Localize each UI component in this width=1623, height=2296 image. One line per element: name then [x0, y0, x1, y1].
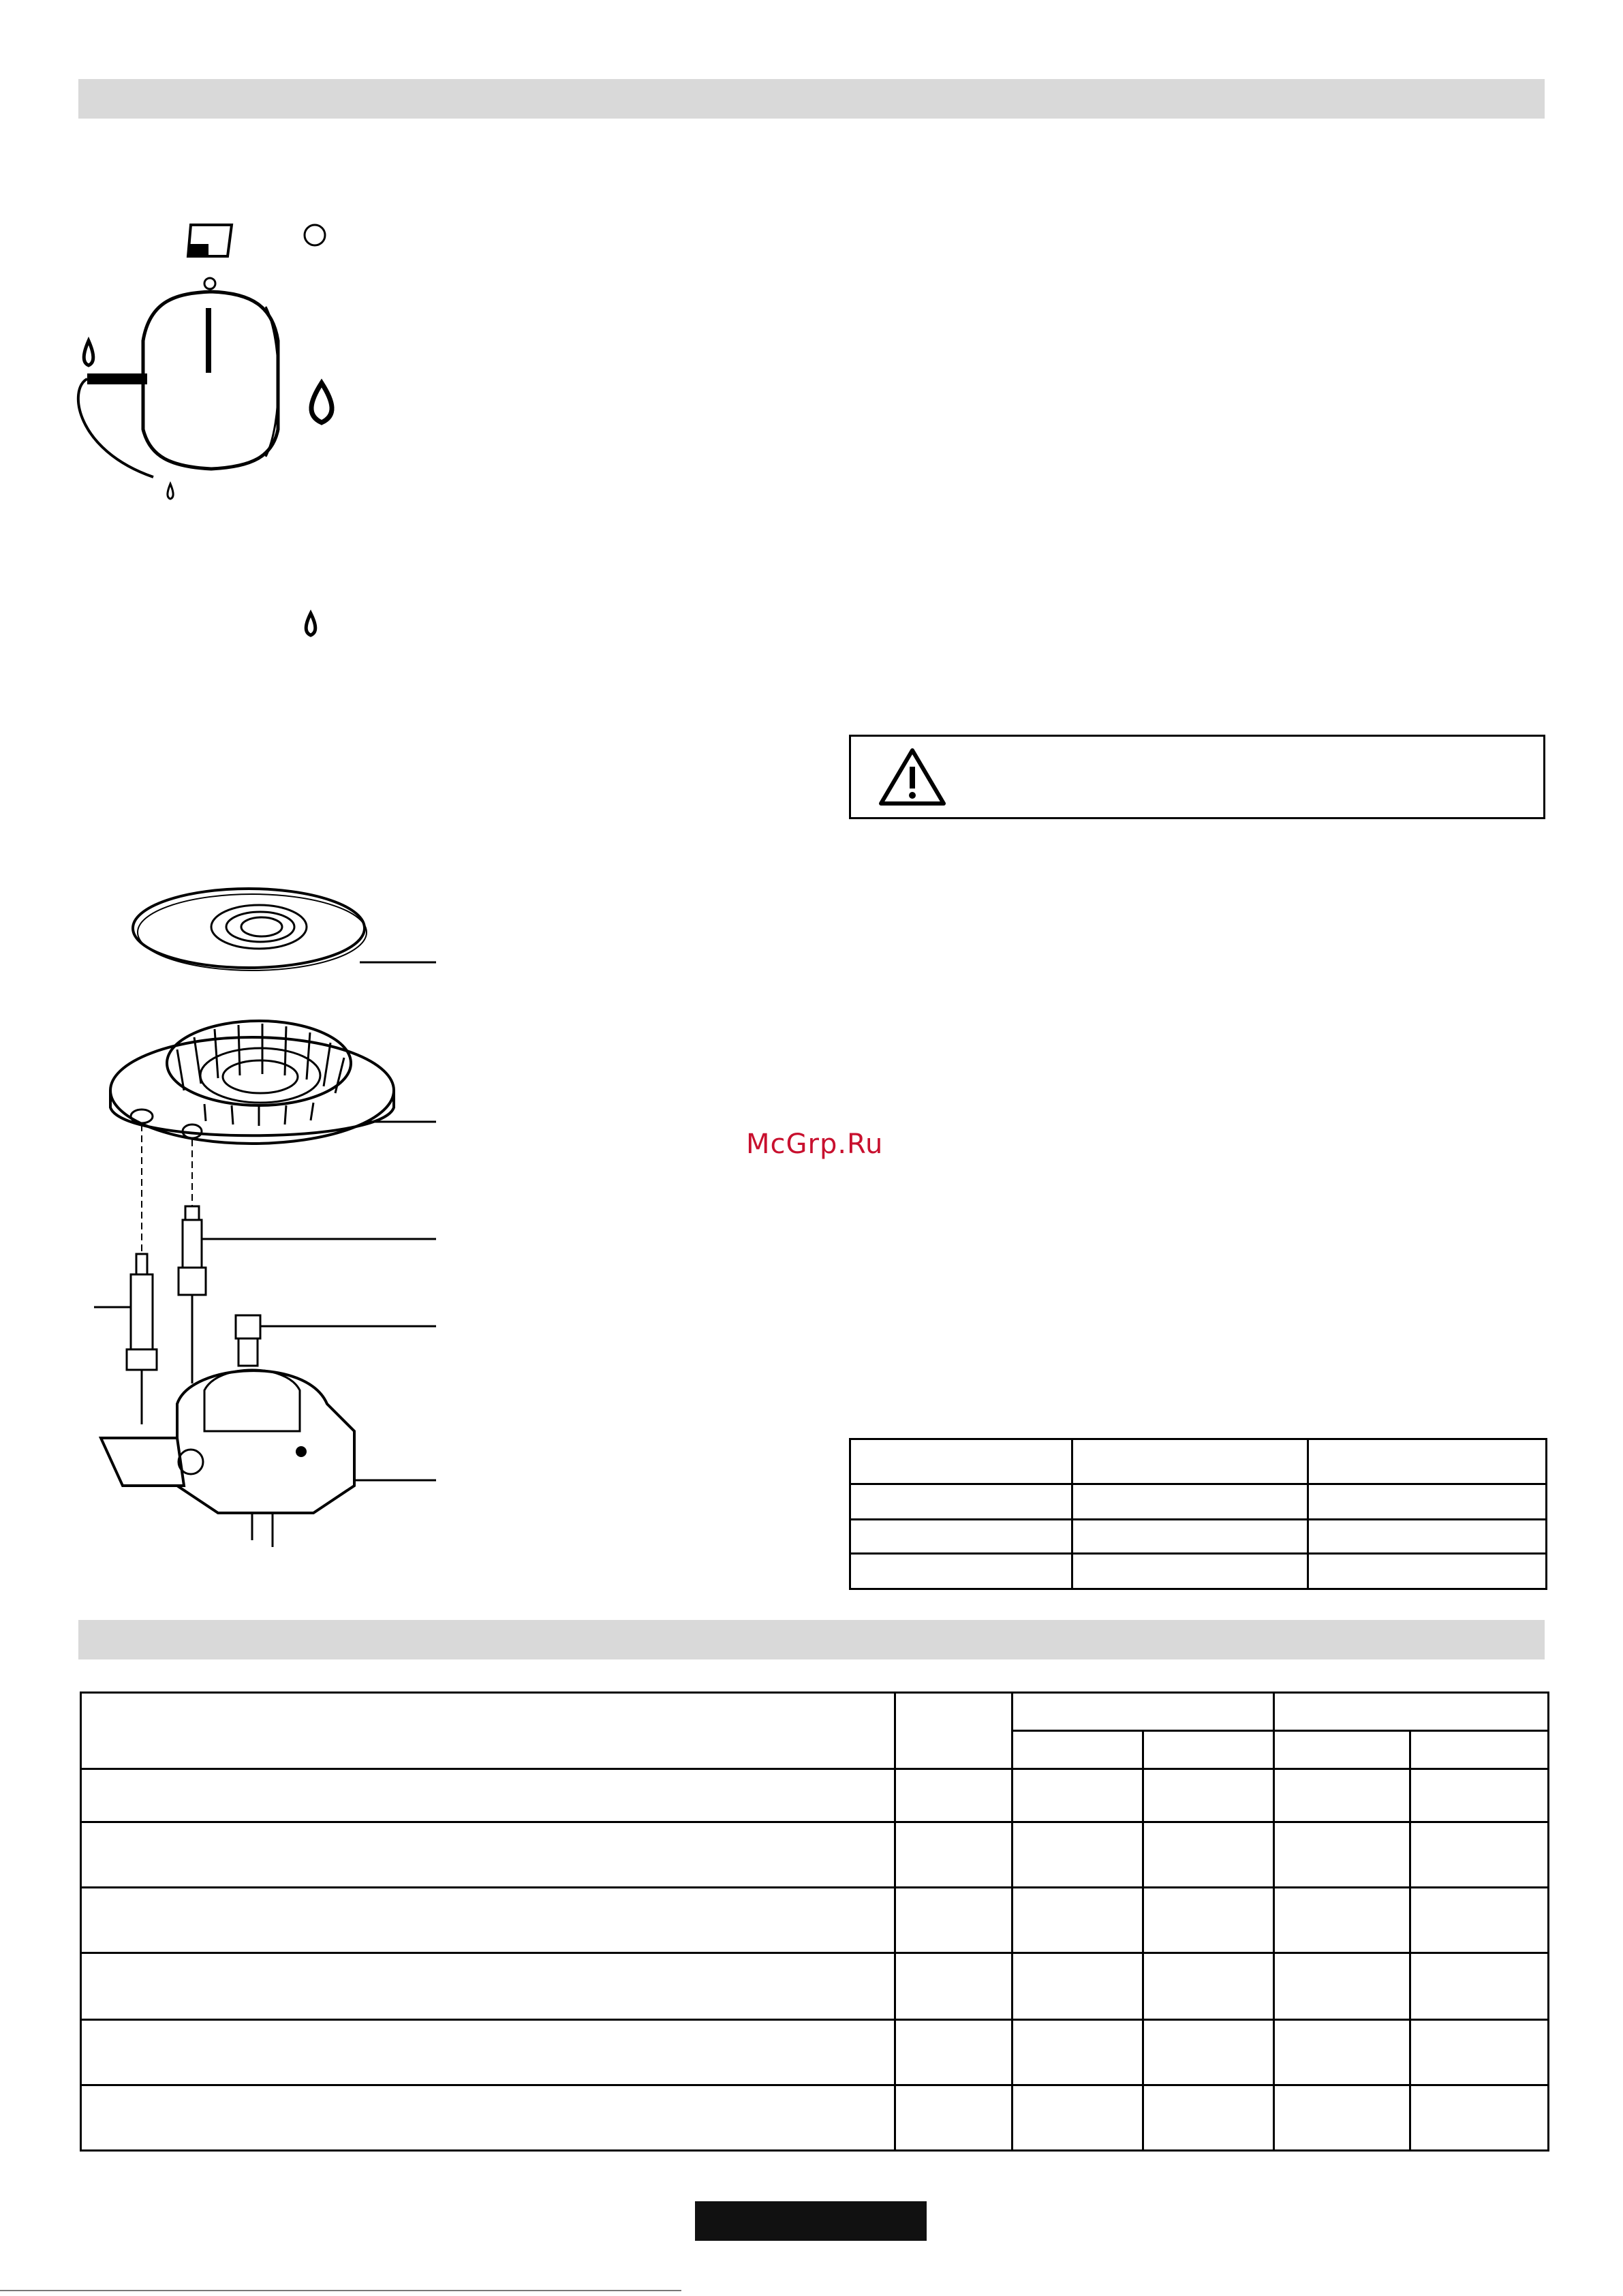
watermark-text: McGrp.Ru — [746, 1129, 884, 1160]
off-circle-icon — [305, 225, 325, 245]
top-section-bar — [78, 79, 1545, 119]
warning-triangle-icon — [878, 748, 946, 806]
small-flame-icon — [84, 341, 93, 365]
tiny-flame-icon — [168, 484, 173, 499]
grill-symbol-icon — [188, 225, 232, 256]
warning-box — [849, 735, 1545, 819]
injector — [236, 1315, 260, 1366]
burner-head — [110, 1021, 394, 1144]
table-row — [850, 1520, 1547, 1554]
ignition-electrode — [179, 1206, 206, 1383]
bottom-divider — [0, 2290, 681, 2291]
page-number-block — [695, 2201, 927, 2241]
table-row — [81, 1822, 1549, 1888]
position-dot-icon — [204, 278, 215, 289]
thermocouple — [127, 1254, 157, 1424]
table-header-row — [81, 1693, 1549, 1731]
table-row — [81, 1888, 1549, 1953]
small-gas-table — [849, 1438, 1547, 1590]
table-row — [850, 1439, 1547, 1484]
large-flame-icon — [311, 383, 332, 423]
table-row — [850, 1554, 1547, 1589]
table-row — [850, 1484, 1547, 1520]
minimum-flame-icon — [306, 613, 315, 635]
control-knob-diagram — [61, 204, 368, 654]
burner-specs-table — [80, 1692, 1549, 2152]
table-row — [81, 2085, 1549, 2151]
middle-section-bar — [78, 1620, 1545, 1659]
table-row — [81, 1953, 1549, 2020]
burner-cap — [133, 889, 367, 970]
table-row — [81, 1769, 1549, 1822]
burner-base — [101, 1370, 354, 1547]
burner-exploded-diagram — [82, 886, 450, 1581]
table-row — [81, 2020, 1549, 2085]
